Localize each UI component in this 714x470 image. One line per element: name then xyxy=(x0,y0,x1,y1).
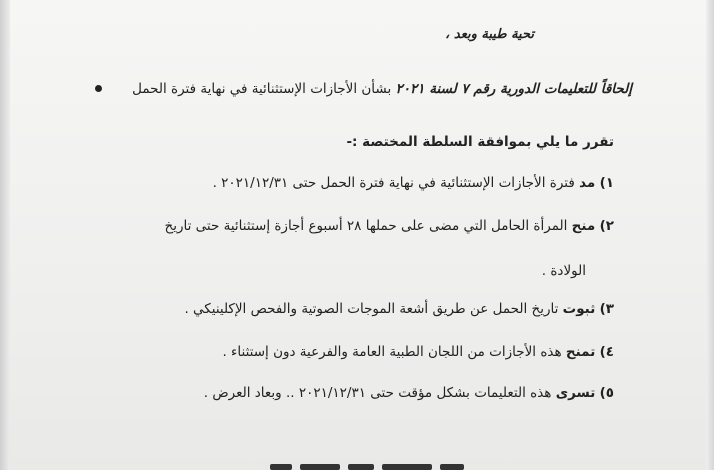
item-lead: مد xyxy=(579,175,596,191)
list-item xyxy=(184,300,614,318)
item-lead: تمنح xyxy=(565,344,596,360)
greeting-line: تحية طيبة وبعد ، xyxy=(445,27,534,42)
item-number: ٢) xyxy=(599,218,614,234)
item-text: المرأة الحامل التي مضى على حملها ٢٨ أسبوع أجازة إستثنائية حتى تاريخ xyxy=(164,218,572,234)
item-number: ٥) xyxy=(599,385,614,401)
cut-off-text-fragment xyxy=(270,462,470,470)
item-text: هذه الأجازات من اللجان الطبية العامة والفرعية دون إستثناء . xyxy=(222,344,566,360)
item-lead: تسرى xyxy=(555,385,596,401)
bullet-icon xyxy=(95,85,102,92)
item-lead: ثبوت xyxy=(562,301,596,317)
item-text: تاريخ الحمل عن طريق أشعة الموجات الصوتية والفحص الإكلينيكي . xyxy=(184,301,563,317)
reference-rest: بشأن الأجازات الإستثنائية في نهاية فترة الحمل xyxy=(132,81,396,97)
item-text: الولادة . xyxy=(541,263,586,279)
list-item xyxy=(213,174,614,192)
item-text: فترة الأجازات الإستثنائية في نهاية فترة الحمل حتى ٢٠٢١/١٢/٣١ . xyxy=(212,175,580,191)
page-edge-right xyxy=(706,0,714,470)
item-number: ٤) xyxy=(599,344,614,360)
reference-line xyxy=(132,80,632,98)
intro-line: تقرر ما يلي بموافقة السلطة المختصة :- xyxy=(346,134,614,150)
item-lead: منح xyxy=(571,218,596,234)
item-number: ١) xyxy=(599,175,614,191)
item-number: ٣) xyxy=(599,301,614,317)
item-text: هذه التعليمات بشكل مؤقت حتى ٢٠٢١/١٢/٣١ .. وبعاد العرض . xyxy=(203,385,556,401)
list-item xyxy=(222,343,614,361)
list-item-continuation xyxy=(542,262,586,280)
list-item xyxy=(164,217,614,235)
page-edge-left xyxy=(0,0,10,470)
list-item xyxy=(204,384,614,402)
reference-emphasis: إلحاقاً للتعليمات الدورية رقم ٧ لسنة ٢٠٢١ xyxy=(395,81,632,97)
